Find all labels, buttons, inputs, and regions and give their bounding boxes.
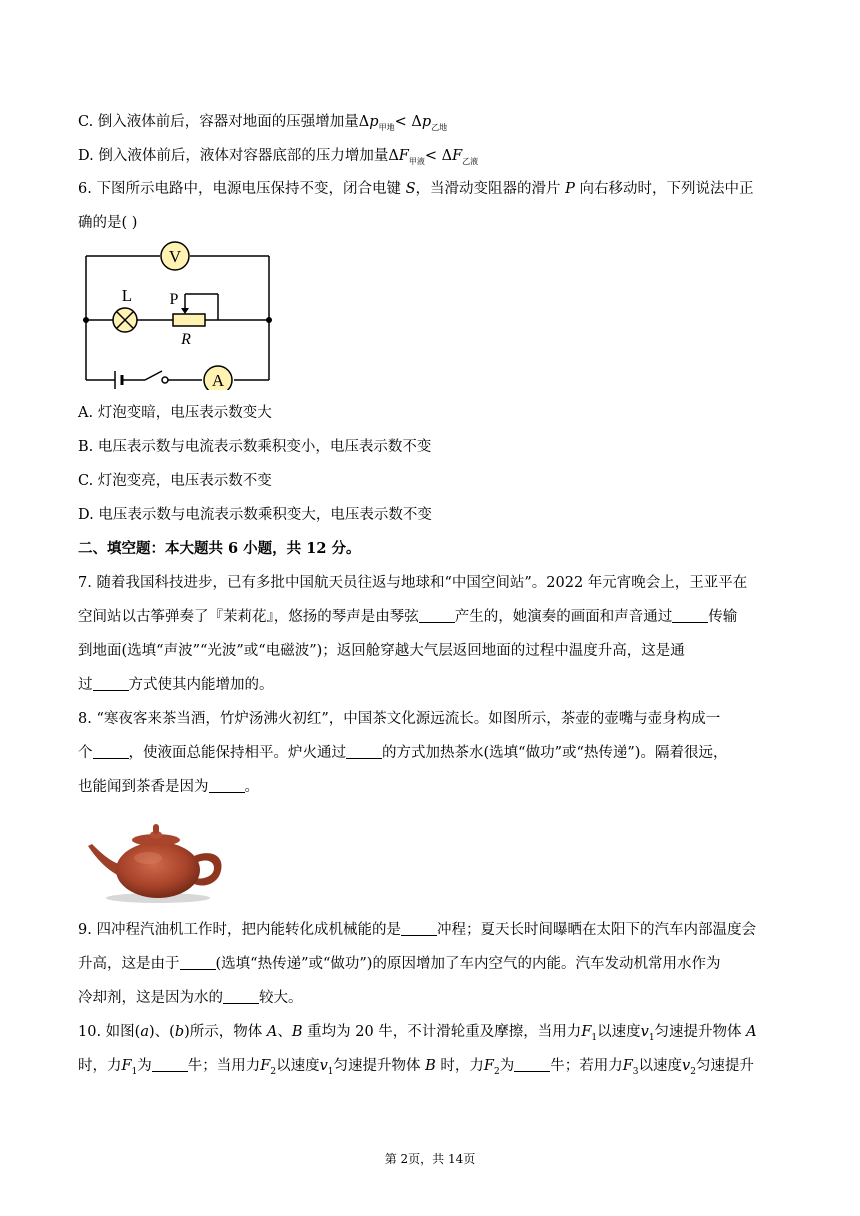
q9-line-3: 冷却剂，这是因为水的 较大。 xyxy=(78,990,303,1006)
voltmeter-label: V xyxy=(168,247,182,266)
answer-blank[interactable] xyxy=(672,608,708,623)
q9-line-1: 9. 四冲程汽油机工作时，把内能转化成机械能的是 冲程；夏天长时间曝晒在太阳下的汽车内部温度会 xyxy=(78,922,756,938)
answer-blank[interactable] xyxy=(223,989,259,1004)
answer-blank[interactable] xyxy=(152,1057,188,1072)
slider-arrow-icon xyxy=(181,308,189,314)
section-heading: 二、填空题：本大题共 6 小题，共 12 分。 xyxy=(78,540,361,557)
q9-line-2: 升高，这是由于 (选填“热传递”或“做功”)的原因增加了车内空气的内能。汽车发动机常用水作为 xyxy=(78,956,721,972)
q6-option-b: B. 电压表示数与电流表示数乘积变小，电压表示数不变 xyxy=(78,439,432,455)
slider-label: P xyxy=(169,291,179,308)
q7-line-3: 到地面(选填“声波”“光波”或“电磁波”)；返回舱穿越大气层返回地面的过程中温度升高，这是通 xyxy=(78,643,685,659)
q8-line-3: 也能闻到茶香是因为 。 xyxy=(78,779,259,795)
q5-option-c: C. 倒入液体前后，容器对地面的压强增加量$\Delta p_{甲地}< \Delta p_{乙地}$ xyxy=(78,114,448,132)
q6-stem-line-1: 6. 下图所示电路中，电源电压保持不变，闭合电键 S，当滑动变阻器的滑片 P 向右移动时，下列说法中正 xyxy=(78,181,754,197)
q8-line-2: 个 ，使液面总能保持相平。炉火通过 的方式加热茶水(选填“做功”或“热传递”)。隔着很远， xyxy=(78,745,728,761)
answer-blank[interactable] xyxy=(419,608,455,623)
q10-line-2: 时，力$F_1$为 牛；当用力$F_2$以速度$v_1$匀速提升物体 B 时，力$F_2$为 牛；若用力$F_3$以速度$v_2$匀速提升 xyxy=(78,1058,754,1077)
q6-option-d: D. 电压表示数与电流表示数乘积变大，电压表示数不变 xyxy=(78,507,432,523)
answer-blank[interactable] xyxy=(93,676,129,691)
q5-option-d: D. 倒入液体前后，液体对容器底部的压力增加量$\Delta F_{甲液}< \Delta F_{乙液}$ xyxy=(78,148,479,166)
q7-line-2: 空间站以古筝弹奏了『茉莉花』，悠扬的琴声是由琴弦 产生的，她演奏的画面和声音通过 传输 xyxy=(78,609,738,625)
ammeter-label: A xyxy=(211,371,225,390)
switch-icon xyxy=(162,377,168,383)
rheostat-icon xyxy=(173,314,205,326)
teapot-image xyxy=(86,818,230,904)
q6-option-c: C. 灯泡变亮，电压表示数不变 xyxy=(78,473,272,489)
q7-line-4: 过 方式使其内能增加的。 xyxy=(78,677,274,693)
rheostat-label: R xyxy=(181,331,191,348)
q8-line-1: 8. “寒夜客来茶当酒，竹炉汤沸火初红”，中国茶文化源远流长。如图所示，茶壶的壶嘴与壶身构成一 xyxy=(78,711,721,727)
answer-blank[interactable] xyxy=(180,955,216,970)
answer-blank[interactable] xyxy=(93,744,129,759)
page-footer: 第 2页，共 14页 xyxy=(384,1152,476,1166)
answer-blank[interactable] xyxy=(346,744,382,759)
q6-stem-line-2: 确的是( ) xyxy=(78,215,138,231)
lamp-label: L xyxy=(121,286,133,305)
answer-blank[interactable] xyxy=(209,778,245,793)
q7-line-1: 7. 随着我国科技进步，已有多批中国航天员往返与地球和“中国空间站”。2022 年元宵晚会上，王亚平在 xyxy=(78,575,748,591)
answer-blank[interactable] xyxy=(401,921,437,936)
q6-option-a: A. 灯泡变暗，电压表示数变大 xyxy=(78,405,272,421)
circuit-diagram xyxy=(78,240,278,390)
answer-blank[interactable] xyxy=(514,1057,550,1072)
q10-line-1: 10. 如图(a)、(b)所示，物体 A、B 重均为 20 牛，不计滑轮重及摩擦，当用力$F_1$以速度$v_1$匀速提升物体 A xyxy=(78,1024,757,1043)
